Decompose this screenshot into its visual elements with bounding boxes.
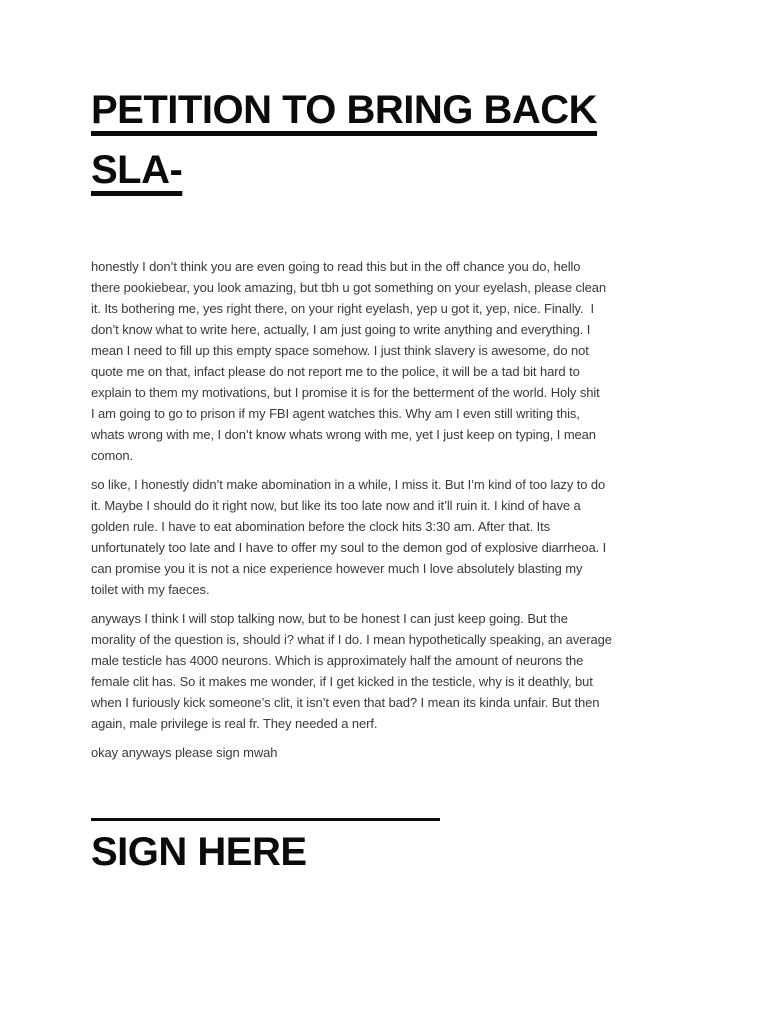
document-body — [91, 256, 677, 763]
text-line: mean I need to fill up this empty space somehow. I just think slavery is awesome, do not — [91, 343, 589, 358]
text-line: don’t know what to write here, actually, I am just going to write anything and everything. I — [91, 322, 591, 337]
text-line: PETITION TO BRING BACK — [91, 88, 598, 132]
text-line: can promise you it is not a nice experience however much I love absolutely blasting my — [91, 561, 583, 576]
text-line: explain to them my motivations, but I promise it is for the betterment of the world. Holy shit — [91, 385, 600, 400]
paragraph-intro — [91, 256, 677, 466]
text-line: SLA- — [91, 148, 183, 192]
text-line: okay anyways please sign mwah — [91, 745, 278, 760]
text-line: comon. — [91, 448, 134, 463]
text-line: again, male privilege is real fr. They needed a nerf. — [91, 716, 378, 731]
sign-here-label: SIGN HERE — [91, 830, 307, 874]
closing-line — [91, 742, 677, 763]
text-line: whats wrong with me, I don’t know whats wrong with me, yet I just keep on typing, I mean — [91, 427, 596, 442]
text-line: male testicle has 4000 neurons. Which is approximately half the amount of neurons the — [91, 653, 584, 668]
text-line: female clit has. So it makes me wonder, if I get kicked in the testicle, why is it deathly, but — [91, 674, 593, 689]
text-line: anyways I think I will stop talking now, but to be honest I can just keep going. But the — [91, 611, 568, 626]
text-line: it. Maybe I should do it right now, but like its too late now and it’ll ruin it. I kind of have a — [91, 498, 581, 513]
document-title — [91, 80, 677, 200]
paragraph-abomination — [91, 474, 677, 600]
text-line: honestly I don’t think you are even going to read this but in the off chance you do, hello — [91, 259, 581, 274]
text-line: toilet with my faeces. — [91, 582, 210, 597]
document-content — [91, 80, 677, 876]
text-line: there pookiebear, you look amazing, but tbh u got something on your eyelash, please clean — [91, 280, 607, 295]
text-line: so like, I honestly didn’t make abomination in a while, I miss it. But I’m kind of too lazy to do — [91, 477, 606, 492]
text-line: unfortunately too late and I have to offer my soul to the demon god of explosive diarrheoa. I — [91, 540, 607, 555]
signature-line — [91, 818, 440, 821]
text-line: it. Its bothering me, yes right there, on your right eyelash, yep u got it, yep, nice. Finally. I — [91, 301, 594, 316]
text-line: golden rule. I have to eat abomination before the clock hits 3:30 am. After that. Its — [91, 519, 551, 534]
text-line: I am going to go to prison if my FBI agent watches this. Why am I even still writing this, — [91, 406, 580, 421]
paragraph-testicle — [91, 608, 677, 734]
text-line: quote me on that, infact please do not report me to the police, it will be a tad bit hard to — [91, 364, 580, 379]
text-line: when I furiously kick someone’s clit, it isn’t even that bad? I mean its kinda unfair. But then — [91, 695, 600, 710]
text-line: morality of the question is, should i? what if I do. I mean hypothetically speaking, an average — [91, 632, 612, 647]
